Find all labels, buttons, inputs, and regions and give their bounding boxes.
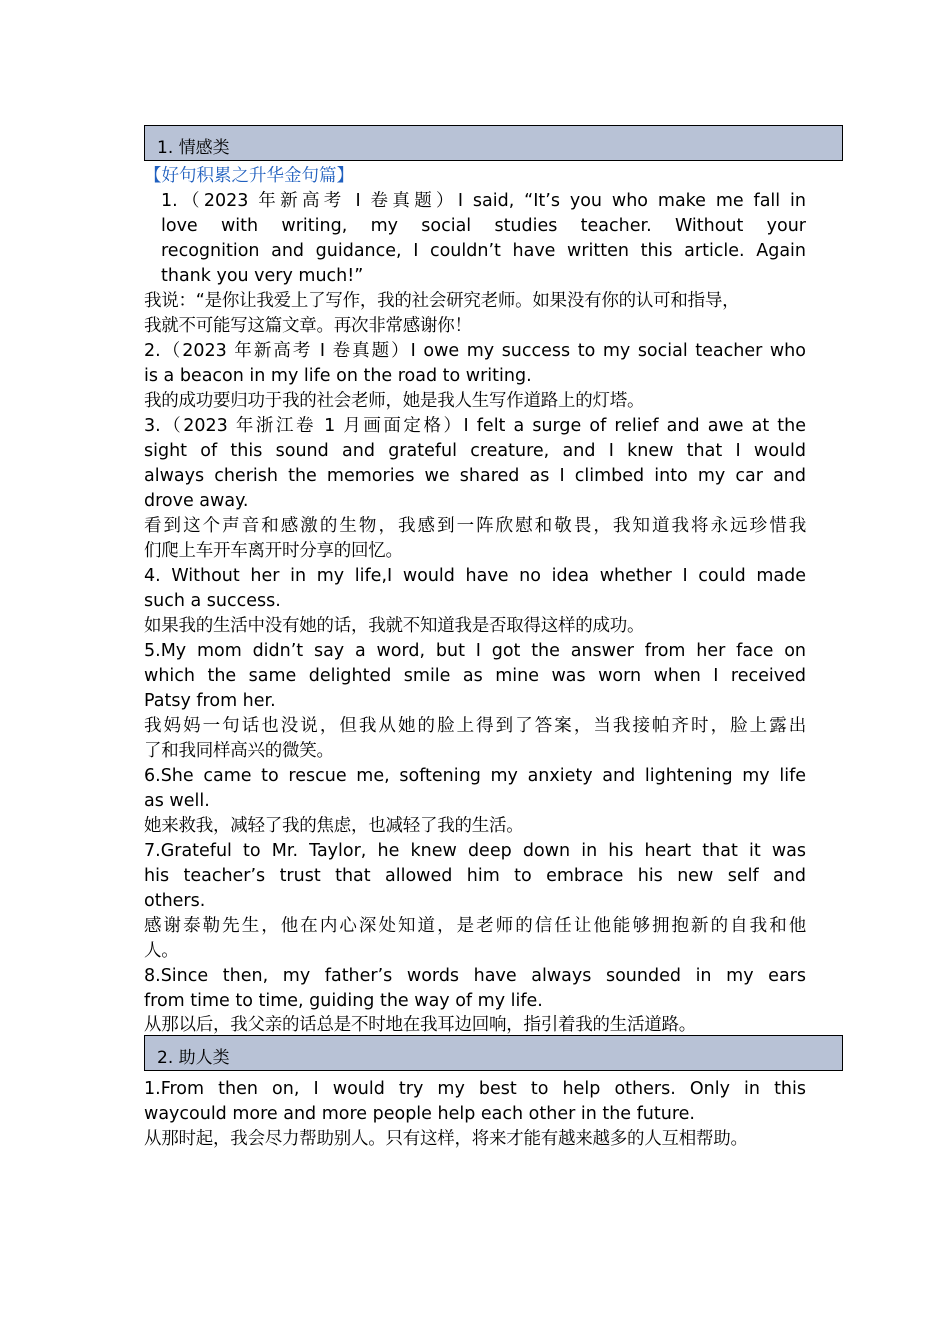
text-line: 从那时起，我会尽力帮助别人。只有这样，将来才能有越来越多的人互相帮助。 <box>144 1129 748 1149</box>
text-line: 我妈妈一句话也没说，但我从她的脸上得到了答案，当我接帕齐时，脸上露出 <box>144 716 806 736</box>
text-line: 6.She came to rescue me, softening my anxiety and lightening my life <box>144 766 806 786</box>
section-header-helping <box>144 1035 843 1071</box>
text-line: others. <box>144 891 206 911</box>
section-title: 2. 助人类 <box>157 1048 230 1068</box>
text-line: 我就不可能写这篇文章。再次非常感谢你！ <box>144 316 472 336</box>
text-line: waycould more and more people help each other in the future. <box>144 1104 695 1124</box>
text-line: 们爬上车开车离开时分享的回忆。 <box>144 541 403 561</box>
text-line: his teacher’s trust that allowed him to embrace his new self and <box>144 866 806 886</box>
text-line: as well. <box>144 791 210 811</box>
text-line: 她来救我，减轻了我的焦虑，也减轻了我的生活。 <box>144 816 524 836</box>
text-line: 感谢泰勒先生，他在内心深处知道，是老师的信任让他能够拥抱新的自我和他 <box>144 916 806 936</box>
text-line: sight of this sound and grateful creature, and I knew that I would <box>144 441 806 461</box>
text-line: 人。 <box>144 941 179 961</box>
text-line: 如果我的生活中没有她的话，我就不知道我是否取得这样的成功。 <box>144 616 645 636</box>
text-line: drove away. <box>144 491 249 511</box>
subheading: 【好句积累之升华金句篇】 <box>144 166 354 186</box>
text-line: always cherish the memories we shared as I climbed into my car and <box>144 466 806 486</box>
text-line: 4. Without her in my life,I would have no idea whether I could made <box>144 566 806 586</box>
text-line: Patsy from her. <box>144 691 276 711</box>
text-line: 2.（2023 年新高考 I 卷真题）I owe my success to my social teacher who <box>144 341 806 361</box>
text-line: 从那以后，我父亲的话总是不时地在我耳边回响，指引着我的生活道路。 <box>144 1015 696 1035</box>
text-line: recognition and guidance, I couldn’t have written this article. Again <box>161 241 806 261</box>
text-line: 我说：“是你让我爱上了写作，我的社会研究老师。如果没有你的认可和指导， <box>144 291 740 311</box>
text-line: 1.From then on, I would try my best to help others. Only in this <box>144 1079 806 1099</box>
text-line: 8.Since then, my father’s words have always sounded in my ears <box>144 966 806 986</box>
text-line: 5.My mom didn’t say a word, but I got the answer from her face on <box>144 641 806 661</box>
text-line: which the same delighted smile as mine was worn when I received <box>144 666 806 686</box>
text-line: is a beacon in my life on the road to writing. <box>144 366 532 386</box>
text-line: from time to time, guiding the way of my life. <box>144 991 543 1011</box>
text-line: 7.Grateful to Mr. Taylor, he knew deep down in his heart that it was <box>144 841 806 861</box>
text-line: 我的成功要归功于我的社会老师，她是我人生写作道路上的灯塔。 <box>144 391 645 411</box>
section-title: 1. 情感类 <box>157 138 230 158</box>
text-line: thank you very much!” <box>161 266 364 286</box>
text-line: 1.（2023 年新高考 I 卷真题）I said, “It’s you who make me fall in <box>161 191 806 211</box>
text-line: 3.（2023 年浙江卷 1 月画面定格）I felt a surge of relief and awe at the <box>144 416 806 436</box>
text-line: 了和我同样高兴的微笑。 <box>144 741 334 761</box>
text-line: love with writing, my social studies teacher. Without your <box>161 216 806 236</box>
text-line: 看到这个声音和感激的生物，我感到一阵欣慰和敬畏，我知道我将永远珍惜我 <box>144 516 806 536</box>
section-header-emotion <box>144 125 843 161</box>
text-line: such a success. <box>144 591 281 611</box>
